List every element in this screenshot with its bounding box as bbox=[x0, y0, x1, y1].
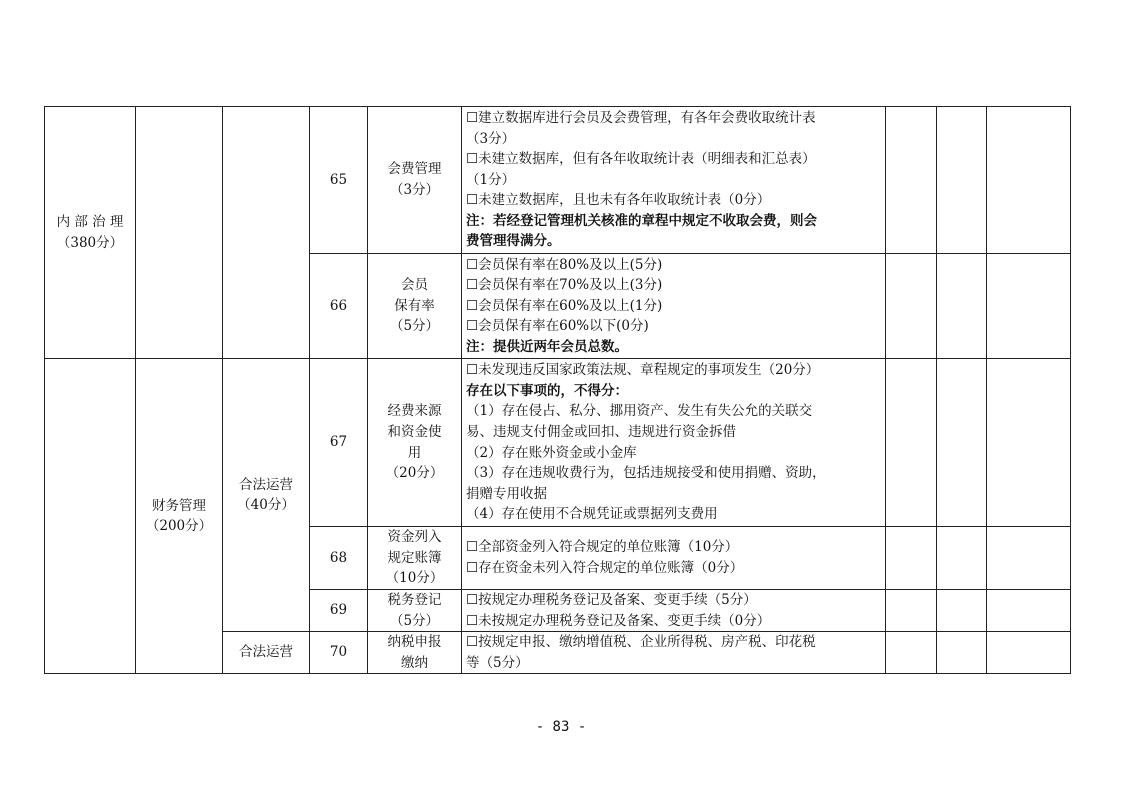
item-criteria bbox=[462, 359, 886, 527]
score-cell bbox=[937, 107, 987, 254]
criteria-line: （3）存在违规收费行为，包括违规接受和使用捐赠、资助， bbox=[466, 465, 826, 482]
item-criteria bbox=[462, 632, 886, 674]
category-score: （200分） bbox=[145, 518, 213, 535]
criteria-note: 费管理得满分。 bbox=[466, 233, 561, 250]
page-number: - 83 - bbox=[535, 719, 587, 735]
category-name: 财务管理 bbox=[152, 497, 206, 514]
score-cell bbox=[937, 359, 987, 527]
category-legal-operation bbox=[223, 359, 310, 632]
criteria-line: ☐未按规定办理税务登记及备案、变更手续（0分） bbox=[466, 612, 771, 629]
item-number: 67 bbox=[310, 359, 368, 527]
category-legal-operation-continued: 合法运营 bbox=[223, 632, 310, 674]
item-name: 经费来源 和资金使 用 （20分） bbox=[368, 359, 462, 527]
criteria-note: 存在以下事项的，不得分： bbox=[466, 382, 628, 399]
category-name: 内 部 治 理 bbox=[56, 213, 124, 230]
remark-cell bbox=[987, 632, 1071, 674]
remark-cell bbox=[987, 254, 1071, 359]
blank-cell bbox=[136, 107, 223, 359]
blank-cell bbox=[223, 107, 310, 359]
criteria-line: 捐赠专用收据 bbox=[466, 485, 547, 502]
item-criteria bbox=[462, 590, 886, 632]
criteria-line: ☐未建立数据库，且也未有各年收取统计表（0分） bbox=[466, 192, 771, 209]
category-name: 合法运营 bbox=[239, 476, 293, 493]
category-finance bbox=[136, 359, 223, 674]
criteria-line: ☐全部资金列入符合规定的单位账簿（10分） bbox=[466, 539, 739, 556]
score-cell bbox=[886, 107, 937, 254]
item-number: 69 bbox=[310, 590, 368, 632]
item-criteria bbox=[462, 527, 886, 590]
criteria-line: ☐按规定办理税务登记及备案、变更手续（5分） bbox=[466, 592, 757, 608]
item-criteria bbox=[462, 254, 886, 359]
item-criteria bbox=[462, 107, 886, 254]
criteria-line: ☐会员保有率在60%及以上(1分) bbox=[466, 297, 663, 314]
item-name: 会员 保有率 （5分） bbox=[368, 254, 462, 359]
score-cell bbox=[886, 359, 937, 527]
score-cell bbox=[937, 254, 987, 359]
category-score: （380分） bbox=[56, 234, 124, 251]
criteria-line: ☐会员保有率在60%以下(0分) bbox=[466, 318, 649, 335]
score-cell bbox=[886, 254, 937, 359]
item-name: 资金列入 规定账簿 （10分） bbox=[368, 527, 462, 590]
score-cell bbox=[937, 590, 987, 632]
criteria-line: （2）存在账外资金或小金库 bbox=[466, 444, 637, 461]
criteria-note: 注：若经登记管理机关核准的章程中规定不收取会费，则会 bbox=[466, 212, 817, 229]
criteria-line: （1分） bbox=[466, 171, 516, 188]
item-number: 65 bbox=[310, 107, 368, 254]
criteria-line: （4）存在使用不合规凭证或票据列支费用 bbox=[466, 506, 718, 523]
criteria-note: 注：提供近两年会员总数。 bbox=[466, 338, 628, 355]
criteria-line: ☐未发现违反国家政策法规、章程规定的事项发生（20分） bbox=[466, 362, 820, 379]
category-score: （40分） bbox=[237, 497, 295, 514]
criteria-line: ☐存在资金未列入符合规定的单位账簿（0分） bbox=[466, 560, 744, 576]
criteria-line: ☐会员保有率在70%及以上(3分) bbox=[466, 277, 663, 294]
table-row bbox=[45, 107, 1071, 254]
score-cell bbox=[937, 527, 987, 590]
item-name: 税务登记 （5分） bbox=[368, 590, 462, 632]
item-number: 66 bbox=[310, 254, 368, 359]
blank-cell bbox=[45, 359, 136, 674]
item-name: 纳税申报 缴纳 bbox=[368, 632, 462, 674]
criteria-line: 等（5分） bbox=[466, 654, 529, 671]
score-cell bbox=[937, 632, 987, 674]
criteria-line: 易、违规支付佣金或回扣、违规进行资金拆借 bbox=[466, 423, 736, 440]
evaluation-table bbox=[44, 106, 1071, 674]
criteria-line: ☐按规定申报、缴纳增值税、企业所得税、房产税、印花税 bbox=[466, 634, 816, 651]
remark-cell bbox=[987, 527, 1071, 590]
criteria-line: （3分） bbox=[466, 130, 516, 147]
score-cell bbox=[886, 527, 937, 590]
criteria-line: ☐未建立数据库，但有各年收取统计表（明细表和汇总表） bbox=[466, 151, 816, 168]
criteria-line: ☐会员保有率在80%及以上(5分) bbox=[466, 256, 663, 273]
criteria-line: ☐建立数据库进行会员及会费管理，有各年会费收取统计表 bbox=[466, 109, 816, 126]
remark-cell bbox=[987, 590, 1071, 632]
category-internal-governance bbox=[45, 107, 136, 359]
item-number: 68 bbox=[310, 527, 368, 590]
remark-cell bbox=[987, 107, 1071, 254]
item-number: 70 bbox=[310, 632, 368, 674]
score-cell bbox=[886, 632, 937, 674]
score-cell bbox=[886, 590, 937, 632]
item-name: 会费管理 （3分） bbox=[368, 107, 462, 254]
criteria-line: （1）存在侵占、私分、挪用资产、发生有失公允的关联交 bbox=[466, 403, 813, 420]
remark-cell bbox=[987, 359, 1071, 527]
table-row bbox=[45, 359, 1071, 527]
